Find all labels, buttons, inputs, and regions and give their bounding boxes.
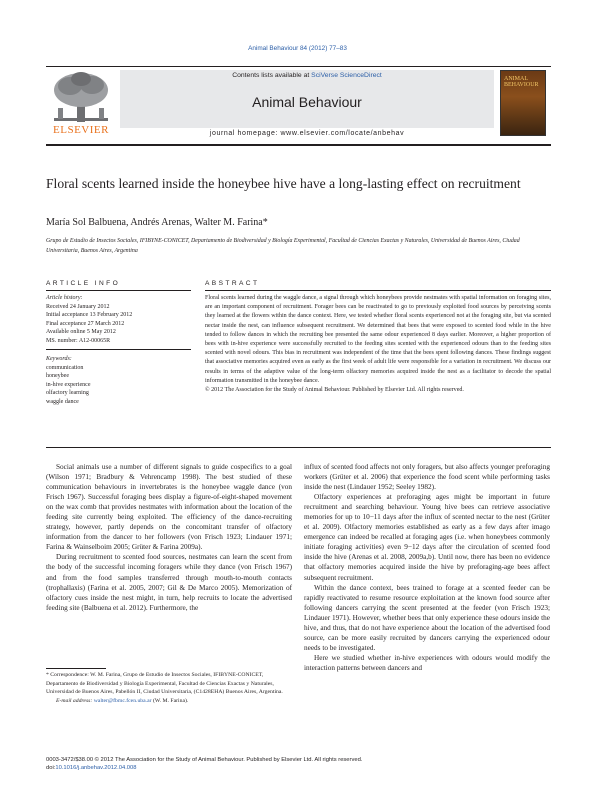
cover-title: ANIMAL BEHAVIOUR — [504, 76, 539, 89]
article-info-heading: ARTICLE INFO — [46, 280, 121, 287]
sciverse-link[interactable]: SciVerse ScienceDirect — [311, 72, 382, 79]
keyword: communication — [46, 364, 84, 371]
abstract-heading: ABSTRACT — [205, 280, 260, 287]
abstract-body — [205, 294, 551, 395]
body-column-left — [46, 462, 292, 613]
journal-citation[interactable]: Animal Behaviour 84 (2012) 77–83 — [248, 45, 347, 52]
journal-cover-image — [500, 70, 546, 136]
history-item: Initial acceptance 13 February 2012 — [46, 312, 133, 319]
body-paragraph: Social animals use a number of different signals to guide cospecifics to a goal (Wilson 1971; Bradbury & Vehrencamp 1998). The best studied of these communication behaviours in invertebrates is the honeybee waggle dance (von Frisch 1967). Successful foraging bees display a figure-of-eight-shaped movement on the wax comb that provides nestmates with information about the location of the feeding site currently being exploited. The efficiency of the dance-recruiting strategy, however, partly depends on the concomitant transfer of olfactory information from the dancer to her followers (von Frisch 1923; Lindauer 1971; Farina & Wainselboim 2005; Grüter & Farina 2009a). — [46, 463, 292, 552]
correspondence-footnote — [46, 671, 292, 705]
abstract-copyright: © 2012 The Association for the Study of Animal Behaviour. Published by Elsevier Ltd. All rights reserved. — [205, 387, 464, 394]
abstract-rule — [205, 290, 551, 291]
author-affiliation: Grupo de Estudio de Insectos Sociales, IFIBYNE-CONICET, Departamento de Biodiversidad y Biología Experimental, Facultad de Ciencias Exactas y Naturales, Universidad de Buenos Aires, Ciudad Universitaria, Buenos Aires, Argentina — [46, 238, 520, 254]
email-label: E-mail address: — [56, 697, 94, 704]
history-item: Received 24 January 2012 — [46, 303, 110, 310]
footnote-rule — [46, 668, 106, 669]
keyword: in-hive experience — [46, 381, 91, 388]
doi-line — [46, 764, 551, 772]
email-line — [46, 697, 292, 706]
keywords-label: Keywords: — [46, 356, 72, 362]
body-paragraph: During recruitment to scented food sources, nestmates can learn the scent from the body of the successful incoming foragers while they dance (von Frisch 1967) and from the food samples transferred through mouth-to-mouth contacts (trophallaxis) (Farina et al. 2005, 2007; Gil & De Marco 2005). Memorization of olfactory cues inside the nest might, in turn, help recruits to locate the advertised feeding site (Balbuena et al. 2012). Furthermore, the — [46, 553, 292, 612]
doi-prefix: doi: — [46, 765, 56, 772]
correspondence-text: * Correspondence: W. M. Farina, Grupo de Estudio de Insectos Sociales, IFIBYNE-CONICET, Departamento de Biodiversidad y Biología Experimental, Facultad de Ciencias Exactas y Naturales, Universidad de Buenos Aires, Pabellón II, Ciudad Universitaria, (C1428EHA) Buenos Aires, Argentina. — [46, 672, 283, 695]
history-item: MS. number: A12-00065R — [46, 337, 111, 344]
history-divider — [46, 349, 191, 350]
body-paragraph: Within the dance context, bees trained to forage at a scented feeder can be rapidly reactivated to resume resource exploitation at the known food source after following dancers carrying the scent presented at the feeder (von Frisch 1923; Lindauer 1971). However, whether bees that only experience these odours inside the hive, and thus, that do not have experience about the location of the advertised food source, can be more easily recruited by dancers carrying the experienced odour needs to be investigated. — [304, 583, 550, 652]
history-label: Article history: — [46, 295, 83, 301]
keyword: honeybee — [46, 373, 69, 380]
article-title: Floral scents learned inside the honeybee hive have a long-lasting effect on recruitment — [46, 176, 521, 191]
front-matter-rule — [46, 447, 551, 448]
publisher-logo-text: ELSEVIER — [53, 124, 109, 136]
keyword: waggle dance — [46, 398, 79, 405]
body-paragraph: influx of scented food affects not only foragers, but also affects younger preforaging workers (Grüter et al. 2006) that experience the food scent while performing tasks inside the nest (Lindauer 1952; Seeley 1982). — [304, 463, 550, 492]
issn-line: 0003-3472/$38.00 © 2012 The Association for the Study of Animal Behaviour. Published by Elsevier Ltd. All rights reserved. — [46, 757, 363, 763]
keywords-block — [46, 355, 191, 407]
issn-doi-block — [46, 756, 551, 773]
email-suffix: (W. M. Farina). — [151, 697, 189, 704]
journal-homepage[interactable]: journal homepage: www.elsevier.com/locate/anbehav — [209, 130, 405, 137]
contents-prefix: Contents lists available at — [232, 72, 312, 79]
body-paragraph: Olfactory experiences at preforaging ages might be important in future recruitment and searching behaviour. Young hive bees can retrieve associative memories for up to 10−11 days after the influx of scented nectar to the nest (Grüter et al. 2009). Olfactory memories established as early as a few days after imago emergence can indeed be recalled at foraging ages (i.e. when honeybees commonly initiate foraging activities) even 9−12 days after the circulation of scented food inside the hive (Arenas et al. 2008, 2009a,b). Until now, there has been no evidence that olfactory memories acquired inside the hive by preforaging-age bees affect subsequent recruitment. — [304, 493, 550, 582]
article-info-rule — [46, 290, 191, 291]
body-paragraph: Here we studied whether in-hive experiences with odours would modify the interaction patterns between dancers and — [304, 653, 550, 672]
article-authors: María Sol Balbuena, Andrés Arenas, Walter M. Farina* — [46, 217, 268, 228]
history-item: Available online 5 May 2012 — [46, 329, 116, 336]
article-history — [46, 294, 191, 346]
keyword: olfactory learning — [46, 390, 89, 397]
journal-name: Animal Behaviour — [252, 94, 362, 110]
abstract-text: Floral scents learned during the waggle dance, a signal through which honeybees provide nestmates with spatial information on foraging sites, are an important component of recruitment. Forager bees can be reactivated to go to previously exploited food sources by perceiving scents they learned at the flowers within the dance context. Here, we tested whether floral scents experienced not at the foraging site, but via scented nectar inside the nest, can influence subsequent recruitment. We determined that bees that were exposed to scented food while in the hive tended to follow dances in which the recruiting bee presented the same odour experienced 8 days earlier. Moreover, a higher proportion of bees with in-hive experience were successfully recruited to the feeding sites scented with the experienced odours than to the feeding sites scented with novel odours. This bias in recruitment was independent of the time that the bees spent following dances. These findings suggest that associative memories acquired even as early as the first week of adult life were responsible for a variation in recruitment. We discuss our results in terms of the adaptive value of the long-term olfactory memories acquired inside the nest as a facilitator to decode the spatial information transmitted in the honeybee dance. — [205, 295, 551, 384]
body-column-right — [304, 462, 550, 673]
contents-line — [120, 72, 494, 79]
email-link[interactable]: walter@fbmc.fcen.uba.ar — [93, 697, 152, 704]
doi-link[interactable]: 10.1016/j.anbehav.2012.04.008 — [55, 765, 137, 772]
history-item: Final acceptance 27 March 2012 — [46, 320, 125, 327]
